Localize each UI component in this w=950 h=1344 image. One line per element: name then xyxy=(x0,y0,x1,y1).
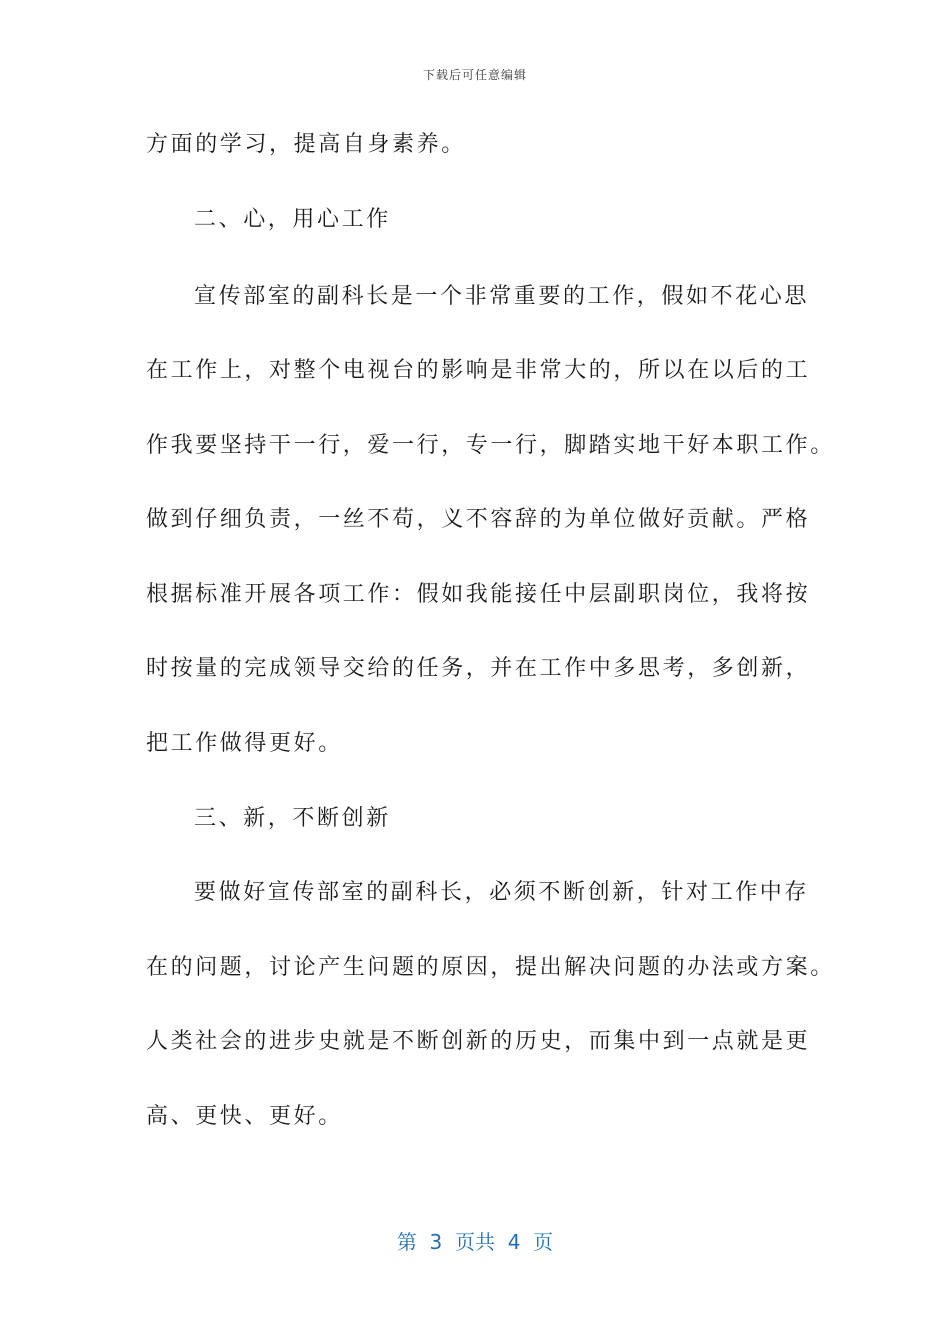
paragraph-line: 在工作上，对整个电视台的影响是非常大的，所以在以后的工 xyxy=(146,358,811,383)
paragraph-line: 作我要坚持干一行，爱一行，专一行，脚踏实地干好本职工作。 xyxy=(146,433,835,458)
section-heading: 三、新，不断创新 xyxy=(194,806,391,831)
page-number-footer: 第 3 页共 4 页 xyxy=(396,1230,554,1254)
page-header-note: 下载后可任意编辑 xyxy=(422,68,527,82)
paragraph-line: 宣传部室的副科长是一个非常重要的工作，假如不花心思 xyxy=(194,284,810,309)
paragraph-line: 把工作做得更好。 xyxy=(146,731,343,756)
paragraph-line: 做到仔细负责，一丝不苟，义不容辞的为单位做好贡献。严格 xyxy=(146,507,811,532)
paragraph-line: 时按量的完成领导交给的任务，并在工作中多思考，多创新， xyxy=(146,656,811,681)
paragraph-line: 根据标准开展各项工作：假如我能接任中层副职岗位，我将按 xyxy=(146,582,811,607)
paragraph-line: 人类社会的进步史就是不断创新的历史，而集中到一点就是更 xyxy=(146,1029,811,1054)
paragraph-line: 在的问题，讨论产生问题的原因，提出解决问题的办法或方案。 xyxy=(146,955,835,980)
paragraph-line: 方面的学习，提高自身素养。 xyxy=(146,132,466,157)
paragraph-line: 高、更快、更好。 xyxy=(146,1104,343,1129)
section-heading: 二、心，用心工作 xyxy=(194,207,391,232)
paragraph-line: 要做好宣传部室的副科长，必须不断创新，针对工作中存 xyxy=(194,880,810,905)
